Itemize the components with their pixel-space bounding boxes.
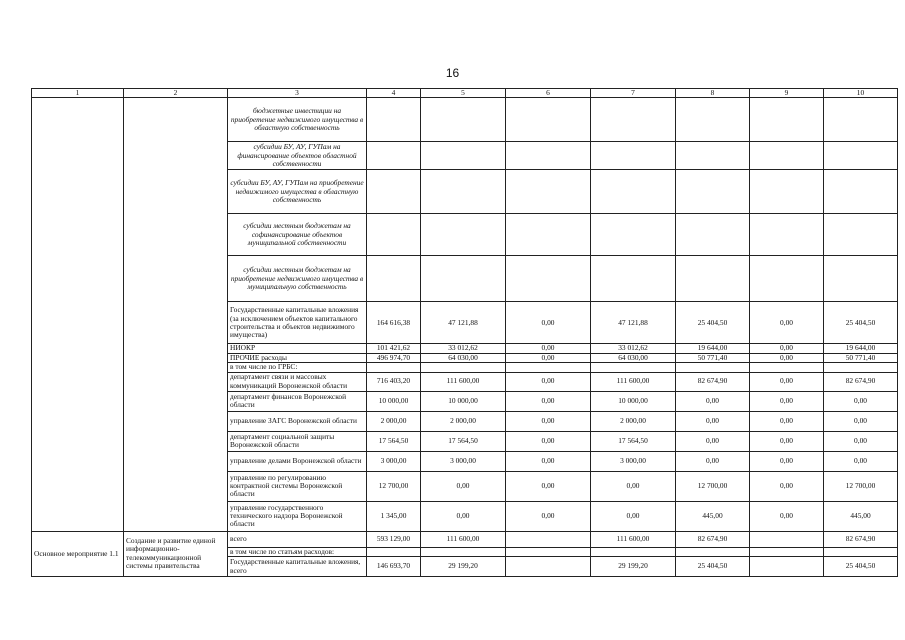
value-cell — [824, 547, 898, 556]
value-cell: 0,00 — [506, 302, 591, 344]
value-cell — [750, 531, 824, 547]
value-cell: 3 000,00 — [591, 451, 676, 471]
value-cell — [676, 363, 750, 372]
row-label: управление государственного технического надзора Воронежской области — [228, 501, 367, 531]
value-cell: 111 600,00 — [591, 372, 676, 391]
row-label: департамент финансов Воронежской области — [228, 391, 367, 411]
value-cell: 593 129,00 — [367, 531, 421, 547]
value-cell: 1 345,00 — [367, 501, 421, 531]
value-cell: 3 000,00 — [367, 451, 421, 471]
value-cell: 0,00 — [824, 391, 898, 411]
value-cell — [824, 142, 898, 170]
value-cell: 0,00 — [824, 451, 898, 471]
value-cell: 3 000,00 — [421, 451, 506, 471]
value-cell: 445,00 — [676, 501, 750, 531]
value-cell — [421, 170, 506, 214]
value-cell: 0,00 — [750, 344, 824, 353]
value-cell: 496 974,70 — [367, 353, 421, 362]
value-cell — [591, 363, 676, 372]
value-cell — [506, 256, 591, 302]
row-label: Государственные капитальные вложения (за исключением объектов капитального строительства и объектов недвижимого имущества) — [228, 302, 367, 344]
measure-label: Основное мероприятие 1.1 — [32, 531, 124, 576]
value-cell: 0,00 — [421, 501, 506, 531]
value-cell: 0,00 — [676, 451, 750, 471]
value-cell — [591, 256, 676, 302]
row-label: субсидии БУ, АУ, ГУПам на приобретение недвижимого имущества в областную собственность — [228, 170, 367, 214]
table-row — [32, 98, 898, 142]
value-cell — [506, 214, 591, 256]
value-cell: 12 700,00 — [824, 471, 898, 501]
value-cell: 33 012,62 — [421, 344, 506, 353]
value-cell — [750, 256, 824, 302]
value-cell: 2 000,00 — [367, 411, 421, 431]
value-cell — [676, 214, 750, 256]
value-cell: 0,00 — [506, 391, 591, 411]
value-cell: 25 404,50 — [676, 557, 750, 577]
value-cell — [506, 142, 591, 170]
row-label: ПРОЧИЕ расходы — [228, 353, 367, 362]
value-cell — [750, 363, 824, 372]
value-cell: 17 564,50 — [591, 431, 676, 451]
value-cell — [367, 142, 421, 170]
value-cell — [591, 98, 676, 142]
value-cell — [750, 547, 824, 556]
value-cell: 33 012,62 — [591, 344, 676, 353]
value-cell: 82 674,90 — [824, 531, 898, 547]
value-cell: 0,00 — [750, 302, 824, 344]
value-cell: 0,00 — [750, 471, 824, 501]
value-cell: 0,00 — [506, 372, 591, 391]
column-header: 3 — [228, 89, 367, 98]
value-cell — [421, 547, 506, 556]
value-cell: 0,00 — [750, 411, 824, 431]
value-cell — [676, 98, 750, 142]
value-cell: 47 121,88 — [421, 302, 506, 344]
value-cell: 25 404,50 — [824, 557, 898, 577]
row-label: департамент связи и массовых коммуникаций Воронежской области — [228, 372, 367, 391]
value-cell — [421, 363, 506, 372]
row-label: субсидии местным бюджетам на софинансирование объектов муниципальной собственности — [228, 214, 367, 256]
value-cell: 47 121,88 — [591, 302, 676, 344]
value-cell: 17 564,50 — [421, 431, 506, 451]
value-cell — [824, 363, 898, 372]
value-cell — [506, 547, 591, 556]
value-cell — [506, 531, 591, 547]
value-cell — [421, 256, 506, 302]
value-cell — [824, 214, 898, 256]
row-label: департамент социальной защиты Воронежской области — [228, 431, 367, 451]
value-cell: 50 771,40 — [676, 353, 750, 362]
value-cell: 0,00 — [506, 471, 591, 501]
column-header: 10 — [824, 89, 898, 98]
value-cell: 64 030,00 — [591, 353, 676, 362]
row-label: субсидии местным бюджетам на приобретение недвижимого имущества в муниципальную собственность — [228, 256, 367, 302]
row-label: всего — [228, 531, 367, 547]
value-cell: 0,00 — [750, 431, 824, 451]
value-cell: 12 700,00 — [676, 471, 750, 501]
value-cell — [750, 214, 824, 256]
value-cell — [824, 170, 898, 214]
value-cell: 2 000,00 — [591, 411, 676, 431]
value-cell: 0,00 — [824, 411, 898, 431]
row-label: бюджетные инвестиции на приобретение недвижимого имущества в областную собственность — [228, 98, 367, 142]
row-label: Государственные капитальные вложения, всего — [228, 557, 367, 577]
value-cell: 82 674,90 — [676, 531, 750, 547]
value-cell: 111 600,00 — [421, 531, 506, 547]
value-cell: 17 564,50 — [367, 431, 421, 451]
column-header: 5 — [421, 89, 506, 98]
value-cell: 10 000,00 — [421, 391, 506, 411]
row-label: субсидии БУ, АУ, ГУПам на финансирование объектов областной собственности — [228, 142, 367, 170]
value-cell: 29 199,20 — [591, 557, 676, 577]
value-cell — [591, 142, 676, 170]
value-cell — [421, 98, 506, 142]
value-cell — [676, 142, 750, 170]
column-header: 4 — [367, 89, 421, 98]
value-cell — [750, 98, 824, 142]
value-cell: 0,00 — [676, 411, 750, 431]
value-cell — [824, 256, 898, 302]
value-cell: 0,00 — [824, 431, 898, 451]
value-cell: 82 674,90 — [824, 372, 898, 391]
value-cell: 111 600,00 — [421, 372, 506, 391]
value-cell — [367, 363, 421, 372]
value-cell — [367, 98, 421, 142]
row-label: НИОКР — [228, 344, 367, 353]
value-cell: 0,00 — [506, 451, 591, 471]
value-cell: 0,00 — [750, 501, 824, 531]
value-cell: 2 000,00 — [421, 411, 506, 431]
value-cell — [421, 142, 506, 170]
value-cell — [591, 214, 676, 256]
value-cell: 0,00 — [591, 501, 676, 531]
value-cell: 0,00 — [676, 391, 750, 411]
column-header: 1 — [32, 89, 124, 98]
column-header: 8 — [676, 89, 750, 98]
value-cell — [750, 557, 824, 577]
value-cell: 64 030,00 — [421, 353, 506, 362]
row-label: в том числе по ГРБС: — [228, 363, 367, 372]
measure-description: Создание и развитие единой информационно-телекоммуникационной системы правительства — [124, 531, 228, 576]
value-cell: 146 693,70 — [367, 557, 421, 577]
value-cell — [591, 547, 676, 556]
column-header: 7 — [591, 89, 676, 98]
value-cell: 0,00 — [676, 431, 750, 451]
value-cell: 10 000,00 — [591, 391, 676, 411]
value-cell — [824, 98, 898, 142]
value-cell: 50 771,40 — [824, 353, 898, 362]
value-cell: 0,00 — [750, 353, 824, 362]
value-cell: 0,00 — [506, 353, 591, 362]
value-cell: 0,00 — [750, 372, 824, 391]
value-cell — [676, 170, 750, 214]
value-cell: 82 674,90 — [676, 372, 750, 391]
value-cell — [367, 214, 421, 256]
page-number: 16 — [445, 66, 460, 80]
value-cell — [367, 547, 421, 556]
value-cell: 0,00 — [421, 471, 506, 501]
value-cell: 0,00 — [750, 391, 824, 411]
value-cell: 19 644,00 — [824, 344, 898, 353]
value-cell — [506, 98, 591, 142]
value-cell: 111 600,00 — [591, 531, 676, 547]
value-cell: 25 404,50 — [824, 302, 898, 344]
row-label: управление делами Воронежской области — [228, 451, 367, 471]
column-header: 2 — [124, 89, 228, 98]
value-cell: 716 403,20 — [367, 372, 421, 391]
value-cell: 29 199,20 — [421, 557, 506, 577]
column-header: 6 — [506, 89, 591, 98]
header-row — [32, 89, 898, 98]
value-cell — [506, 170, 591, 214]
value-cell: 10 000,00 — [367, 391, 421, 411]
value-cell: 19 644,00 — [676, 344, 750, 353]
value-cell — [421, 214, 506, 256]
value-cell: 445,00 — [824, 501, 898, 531]
column-header: 9 — [750, 89, 824, 98]
value-cell: 25 404,50 — [676, 302, 750, 344]
value-cell — [676, 256, 750, 302]
row-label: в том числе по статьям расходов: — [228, 547, 367, 556]
col2-cell — [124, 98, 228, 531]
budget-table — [31, 88, 898, 577]
value-cell: 101 421,62 — [367, 344, 421, 353]
value-cell: 12 700,00 — [367, 471, 421, 501]
value-cell: 0,00 — [506, 431, 591, 451]
col1-cell — [32, 98, 124, 531]
table-row — [32, 531, 898, 547]
value-cell: 0,00 — [750, 451, 824, 471]
value-cell: 0,00 — [591, 471, 676, 501]
value-cell — [367, 170, 421, 214]
row-label: управление по регулированию контрактной системы Воронежской области — [228, 471, 367, 501]
value-cell: 0,00 — [506, 344, 591, 353]
value-cell: 164 616,38 — [367, 302, 421, 344]
value-cell — [591, 170, 676, 214]
value-cell — [750, 170, 824, 214]
value-cell — [367, 256, 421, 302]
value-cell — [676, 547, 750, 556]
value-cell: 0,00 — [506, 411, 591, 431]
value-cell — [506, 557, 591, 577]
value-cell — [506, 363, 591, 372]
row-label: управление ЗАГС Воронежской области — [228, 411, 367, 431]
value-cell — [750, 142, 824, 170]
value-cell: 0,00 — [506, 501, 591, 531]
